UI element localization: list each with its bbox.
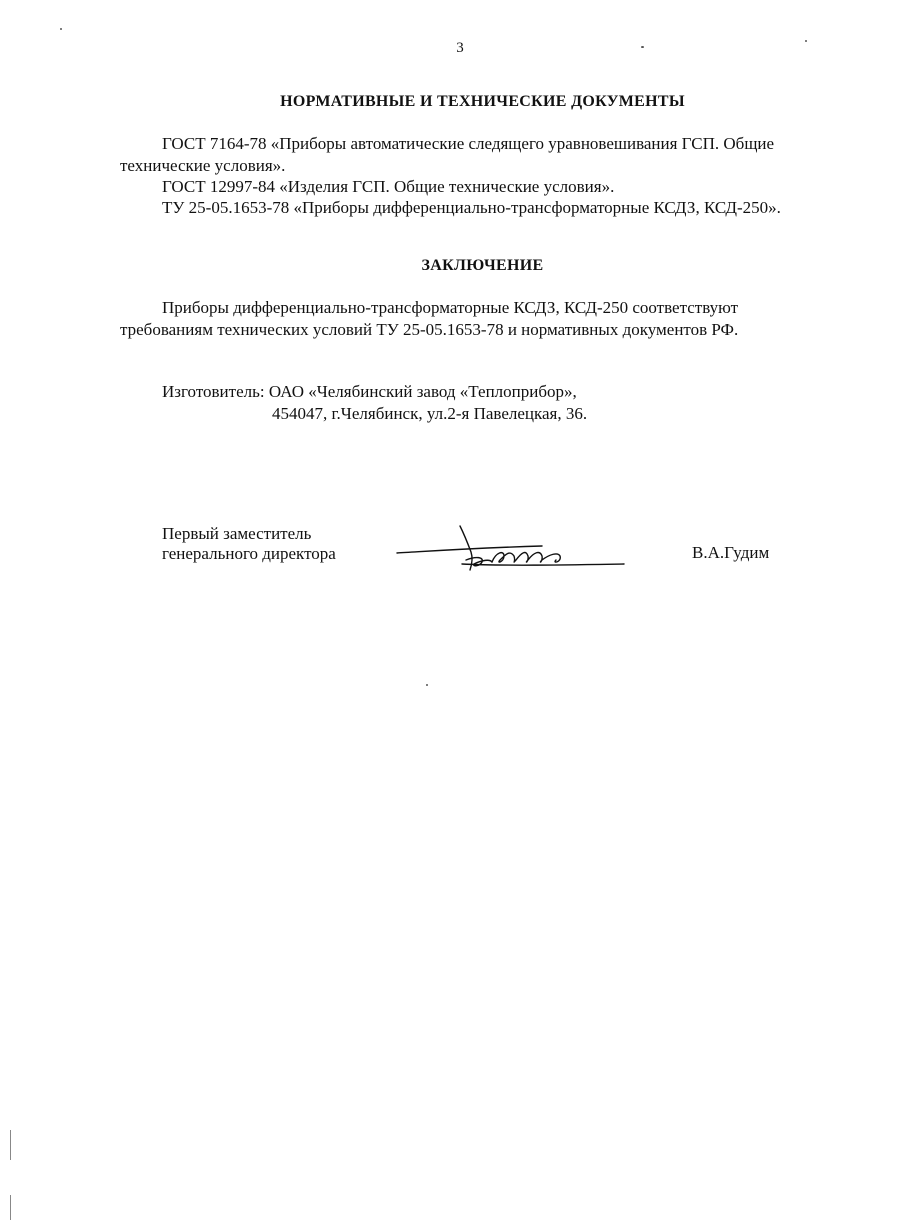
norms-line-2: технические условия». <box>120 156 286 175</box>
signatory-name: В.А.Гудим <box>692 543 770 562</box>
handwritten-signature <box>392 520 632 580</box>
scan-speck <box>60 28 62 30</box>
manufacturer-address: 454047, г.Челябинск, ул.2-я Павелецкая, 36. <box>272 404 588 423</box>
scan-speck <box>805 40 807 42</box>
norms-line-1: ГОСТ 7164-78 «Приборы автоматические следящего уравновешивания ГСП. Общие <box>162 134 775 153</box>
conclusion-line-2: требованиям технических условий ТУ 25-05.1653-78 и нормативных документов РФ. <box>120 320 739 339</box>
signatory-title-1: Первый заместитель <box>162 524 312 543</box>
norms-line-4: ТУ 25-05.1653-78 «Приборы дифференциально-трансформаторные КСДЗ, КСД-250». <box>162 198 781 217</box>
scan-speck <box>641 46 644 48</box>
conclusion-heading: ЗАКЛЮЧЕНИЕ <box>421 257 544 274</box>
scan-edge-mark <box>10 1130 11 1160</box>
scan-edge-mark <box>10 1195 11 1220</box>
scan-speck <box>426 684 428 686</box>
manufacturer-line-1: Изготовитель: ОАО «Челябинский завод «Теплоприбор», <box>162 382 577 401</box>
norms-line-3: ГОСТ 12997-84 «Изделия ГСП. Общие технические условия». <box>162 177 615 196</box>
conclusion-line-1: Приборы дифференциально-трансформаторные КСДЗ, КСД-250 соответствуют <box>162 298 739 317</box>
page-number: 3 <box>456 40 464 56</box>
norms-heading: НОРМАТИВНЫЕ И ТЕХНИЧЕСКИЕ ДОКУМЕНТЫ <box>280 93 685 110</box>
signatory-title-2: генерального директора <box>162 544 336 563</box>
